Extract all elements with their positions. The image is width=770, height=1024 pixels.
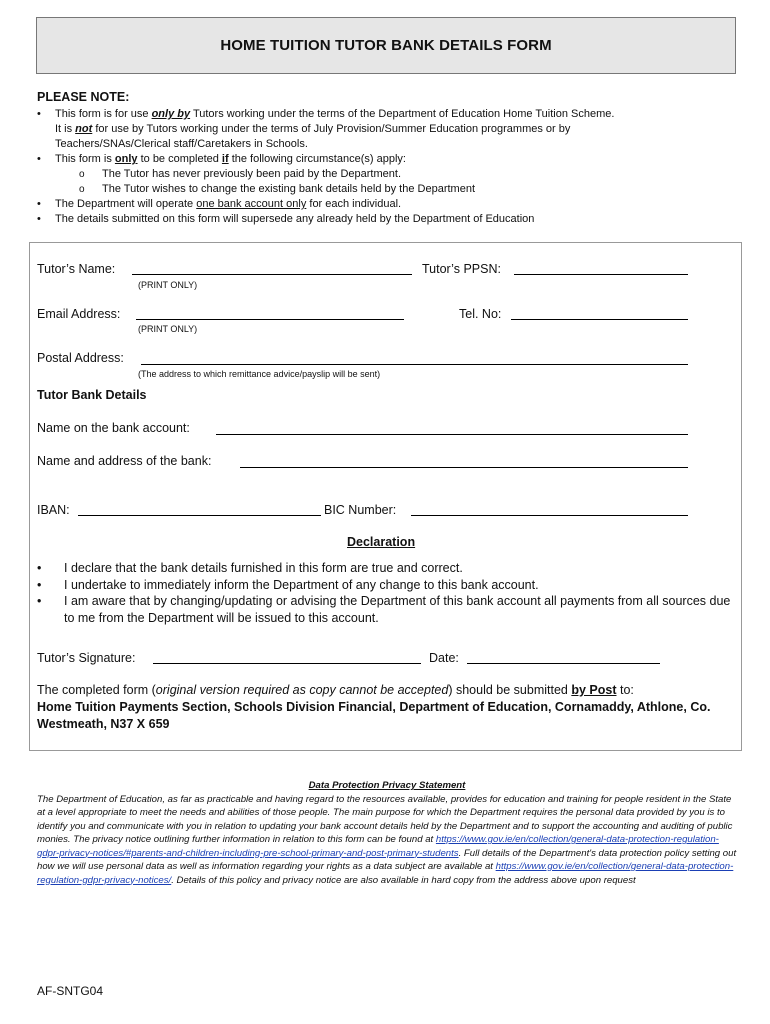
date-field[interactable]	[467, 663, 660, 664]
bank-address-label: Name and address of the bank:	[37, 454, 212, 468]
note-emphasis: not	[75, 123, 93, 135]
form-code: AF-SNTG04	[37, 984, 104, 998]
privacy-link-students[interactable]: https://www.gov.ie/en/collection/general-data-protection-regulation-gdpr-privacy-notices/#parents-and-children-including-pre-school-primary-and-post-primary-students	[37, 834, 719, 859]
email-hint: (PRINT ONLY)	[138, 324, 198, 334]
note-subitem-never-paid: o The Tutor has never previously been paid by the Department.	[37, 167, 737, 182]
note-text: This form is	[55, 153, 115, 165]
note-subitem-change-details: o The Tutor wishes to change the existing bank details held by the Department	[37, 182, 737, 197]
postal-address-hint: (The address to which remittance advice/payslip will be sent)	[138, 369, 381, 379]
tel-field[interactable]	[511, 319, 688, 320]
submit-by-post: by Post	[571, 683, 617, 697]
submit-text: The completed form (	[37, 683, 156, 697]
note-text: It is	[55, 123, 76, 135]
note-text: for each individual.	[306, 198, 402, 210]
submission-address: Home Tuition Payments Section, Schools Division Financial, Department of Education, Cornamaddy, Athlone, Co. Westmeath, N37 X 659	[37, 700, 711, 731]
note-emphasis: only	[114, 153, 138, 165]
privacy-text: . Full details of the Department's data protection policy setting out how we will use personal data as well as information regarding your rights as a data subject are available at	[37, 847, 737, 872]
postal-address-label: Postal Address:	[37, 351, 124, 365]
privacy-text: . Details of this policy and privacy notice are also available in hard copy from the address above upon request	[171, 874, 636, 886]
note-item-supersede: • The details submitted on this form will supersede any already held by the Department of Education	[37, 212, 737, 227]
email-field[interactable]	[136, 319, 404, 320]
date-label: Date:	[429, 651, 459, 665]
submit-text: ) should be submitted	[448, 683, 572, 697]
bic-field[interactable]	[411, 515, 688, 516]
please-note-heading: PLEASE NOTE:	[37, 90, 130, 104]
email-label: Email Address:	[37, 307, 121, 321]
note-list	[37, 107, 737, 227]
tel-label: Tel. No:	[459, 307, 502, 321]
declaration-item: • I am aware that by changing/updating or advising the Department of this bank account all payments from all sources due to me from the Department will be issued to this account.	[37, 593, 737, 626]
account-name-field[interactable]	[216, 434, 688, 435]
postal-address-field[interactable]	[141, 364, 688, 365]
note-item-one-account	[37, 197, 737, 212]
submit-text: to:	[616, 683, 634, 697]
tutor-name-field[interactable]	[132, 274, 412, 275]
note-text: to be completed	[137, 153, 222, 165]
form-title-box	[36, 17, 736, 74]
note-text: the following circumstance(s) apply:	[228, 153, 406, 165]
submit-emphasis: original version required as copy cannot be accepted	[155, 683, 449, 697]
iban-label: IBAN:	[37, 503, 70, 517]
declaration-heading: Declaration	[347, 535, 416, 549]
tutor-name-hint: (PRINT ONLY)	[138, 280, 198, 290]
note-emphasis: only by	[151, 108, 191, 120]
note-emphasis: one bank account only	[196, 198, 307, 210]
bank-details-heading: Tutor Bank Details	[37, 388, 147, 402]
privacy-title: Data Protection Privacy Statement	[308, 780, 466, 791]
privacy-statement	[37, 779, 737, 887]
note-item-usage	[37, 107, 737, 152]
bank-address-field[interactable]	[240, 467, 688, 468]
note-item-circumstances	[37, 152, 737, 167]
declaration-item: • I declare that the bank details furnished in this form are true and correct.	[37, 560, 737, 577]
note-text: The Department will operate	[55, 198, 197, 210]
tutor-ppsn-field[interactable]	[514, 274, 688, 275]
tutor-name-label: Tutor’s Name:	[37, 262, 116, 276]
form-title: HOME TUITION TUTOR BANK DETAILS FORM	[220, 37, 552, 54]
please-note-section	[37, 90, 737, 227]
tutor-ppsn-label: Tutor’s PPSN:	[422, 262, 501, 276]
iban-field[interactable]	[78, 515, 321, 516]
declaration-item: • I undertake to immediately inform the Department of any change to this bank account.	[37, 577, 737, 594]
signature-field[interactable]	[153, 663, 421, 664]
account-name-label: Name on the bank account:	[37, 421, 190, 435]
note-text: This form is for use	[55, 108, 152, 120]
privacy-link-notices[interactable]: https://www.gov.ie/en/collection/general-data-protection-regulation-gdpr-privacy-notices/	[37, 861, 734, 886]
signature-label: Tutor’s Signature:	[37, 651, 136, 665]
submission-instructions	[37, 682, 737, 733]
bic-label: BIC Number:	[324, 503, 397, 517]
declaration-list	[37, 560, 737, 626]
note-text: for use by Tutors working under the terms of July Provision/Summer Education programmes or by	[92, 123, 571, 135]
note-text: Tutors working under the terms of the Department of Education Home Tuition Scheme.	[190, 108, 615, 120]
note-text: Teachers/SNAs/Clerical staff/Caretakers in Schools.	[55, 138, 308, 150]
note-emphasis: if	[221, 153, 229, 165]
privacy-text: The Department of Education, as far as practicable and having regard to the resources available, provides for education and training for people resident in the State at a level appropriate to meet the needs and abilities of those people. The main purpose for which the Department requires the personal data provided by you is to identify you and communicate with you in relation to updating your bank account details held by the Department and to support the accounting and auditing of public monies. The privacy notice outlining further information in relation to this form can be found at	[37, 793, 733, 845]
